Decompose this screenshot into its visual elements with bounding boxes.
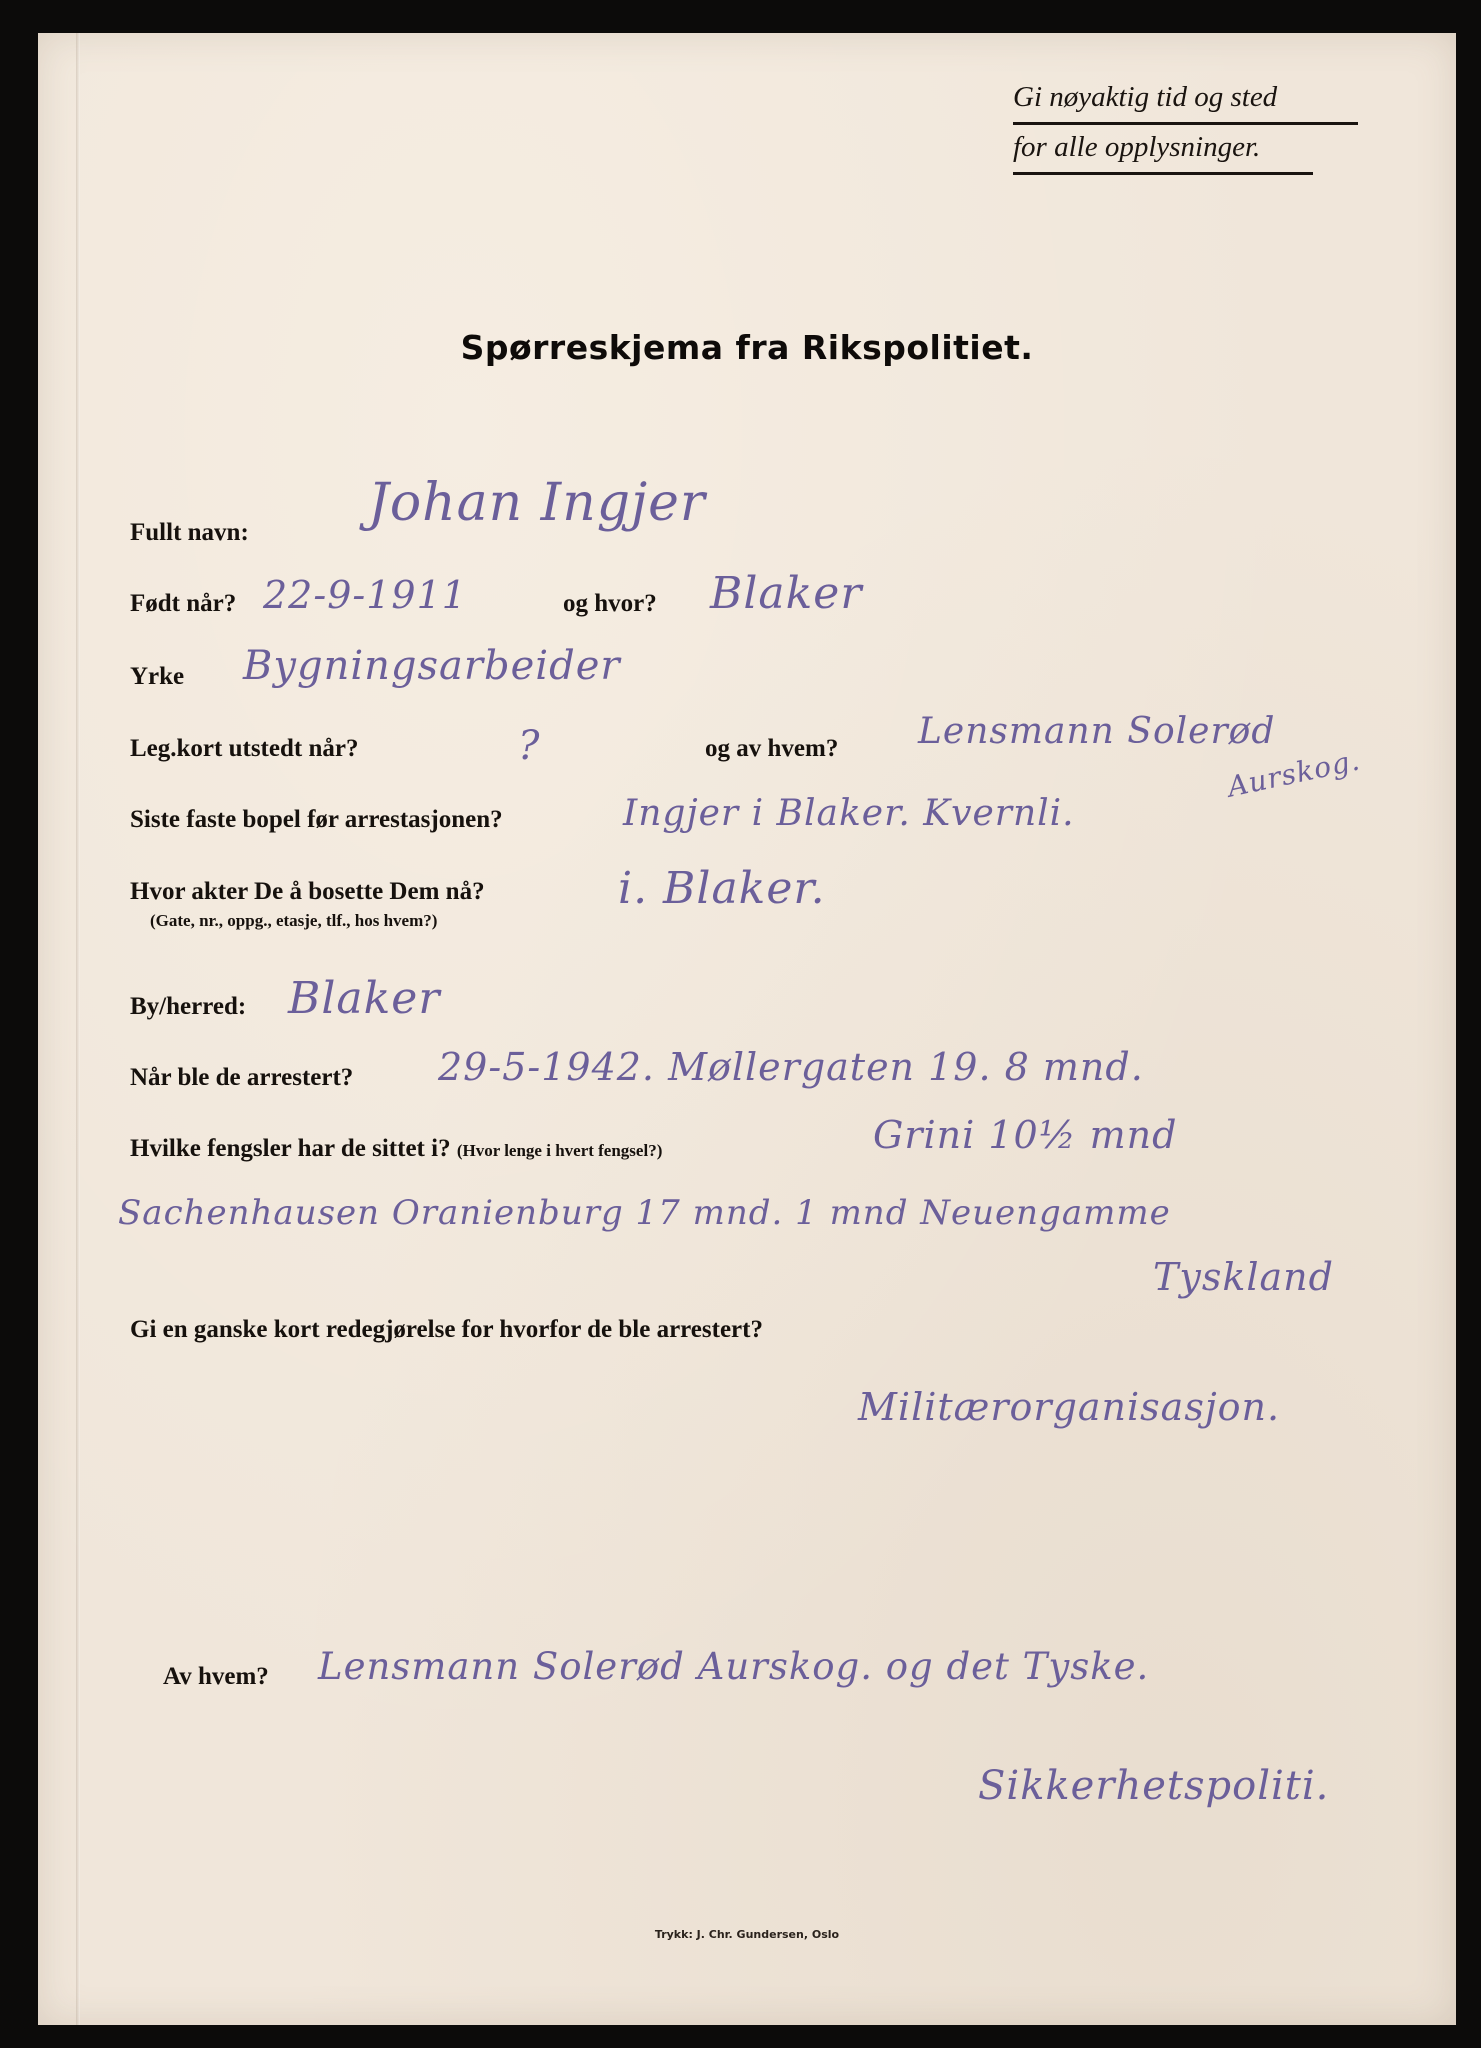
answer-town: Blaker (288, 973, 441, 1024)
answer-id-card-by-line1: Lensmann Solerød (918, 711, 1276, 752)
instruction-line-2: for alle opplysninger. (1013, 125, 1313, 175)
answer-arrested-when: 29-5-1942. Møllergaten 19. 8 mnd. (438, 1045, 1144, 1089)
label-arrested-when: Når ble de arrestert? (130, 1064, 354, 1091)
answer-id-card-when: ? (518, 723, 541, 769)
answer-last-address: Ingjer i Blaker. Kvernli. (623, 793, 1075, 834)
label-town: By/herred: (130, 993, 247, 1020)
form-title: Spørreskjema fra Rikspolitiet. (460, 328, 1034, 367)
label-prisons-text: Hvilke fengsler har de sittet i? (130, 1135, 451, 1162)
instruction-box (1013, 75, 1358, 175)
answer-occupation: Bygningsarbeider (243, 643, 621, 689)
label-reason: Gi en ganske kort redegjørelse for hvorfor de ble arrestert? (130, 1316, 763, 1343)
label-born-where: og hvor? (563, 590, 657, 617)
answer-arrested-by-line1: Lensmann Solerød Aurskog. og det Tyske. (318, 1645, 1150, 1688)
label-prisons (130, 1135, 662, 1163)
label-settle-hint: (Gate, nr., oppg., etasje, tlf., hos hvem?) (150, 911, 438, 930)
label-id-card-by: og av hvem? (705, 735, 839, 762)
label-occupation: Yrke (130, 663, 185, 690)
answer-born-where: Blaker (710, 568, 863, 619)
form-sheet (38, 33, 1456, 2025)
instruction-line-1: Gi nøyaktig tid og sted (1013, 75, 1358, 125)
printer-credit: Trykk: J. Chr. Gundersen, Oslo (654, 1928, 840, 1941)
answer-prisons-line1: Grini 10½ mnd (873, 1113, 1178, 1157)
label-born-when: Født når? (130, 590, 237, 617)
label-settle-where: Hvor akter De å bosette Dem nå? (130, 878, 485, 905)
answer-full-name: Johan Ingjer (368, 473, 706, 533)
label-arrested-by: Av hvem? (163, 1663, 269, 1690)
answer-born-when: 22-9-1911 (263, 573, 467, 617)
answer-arrested-by-line2: Sikkerhetspoliti. (978, 1763, 1330, 1809)
label-id-card-when: Leg.kort utstedt når? (130, 735, 359, 762)
answer-prisons-line2: Sachenhausen Oranienburg 17 mnd. 1 mnd Neuengamme (118, 1193, 1171, 1233)
label-full-name: Fullt navn: (130, 519, 249, 546)
answer-prisons-line3: Tyskland (1153, 1255, 1334, 1299)
label-prisons-hint: (Hvor lenge i hvert fengsel?) (456, 1141, 663, 1160)
answer-id-card-by-line2: Aurskog. (1224, 743, 1364, 804)
answer-reason: Militærorganisasjon. (858, 1385, 1281, 1429)
answer-settle-where: i. Blaker. (618, 863, 826, 914)
label-last-address: Siste faste bopel før arrestasjonen? (130, 806, 503, 833)
